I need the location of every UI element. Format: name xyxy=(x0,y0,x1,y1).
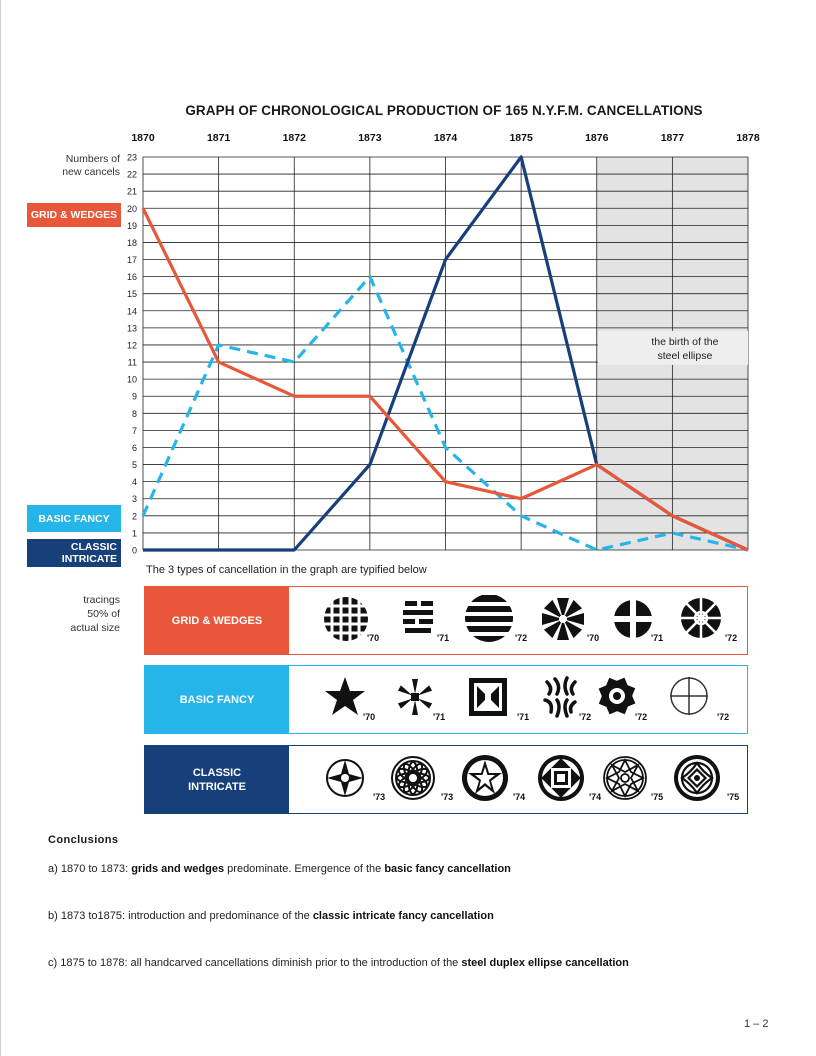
x-tick-label: 1870 xyxy=(131,132,155,144)
y-tick-label: 21 xyxy=(126,186,137,197)
stamp-year: '71 xyxy=(437,633,450,643)
x-tick-label: 1877 xyxy=(660,132,685,144)
row-grid-wedges-samples xyxy=(289,587,747,654)
y-tick-label: 14 xyxy=(126,306,137,317)
stamp-year: '74 xyxy=(589,792,602,802)
y-tick-label: 18 xyxy=(126,237,137,248)
y-tick-label: 16 xyxy=(126,272,137,283)
tracings-note xyxy=(40,593,120,635)
striped-circle-stamp-icon xyxy=(461,595,537,645)
x-tick-label: 1873 xyxy=(358,132,382,144)
conclusion-a-text: a) 1870 to 1873: xyxy=(48,863,132,875)
legend-grid-wedges-label: GRID & WEDGES xyxy=(30,209,118,221)
stamp-year: '72 xyxy=(635,712,648,722)
x-tick-label: 1878 xyxy=(736,132,760,144)
conclusion-a xyxy=(48,863,511,875)
cross-circle-stamp-icon xyxy=(665,674,741,724)
y-tick-label: 8 xyxy=(131,408,137,419)
y-tick-label: 12 xyxy=(126,340,137,351)
row-basic-fancy xyxy=(144,665,748,734)
rosette-stamp-icon xyxy=(389,754,465,804)
starburst-stamp-icon xyxy=(677,595,753,645)
conclusions-title: Conclusions xyxy=(48,834,119,846)
conclusion-c-bold1: steel duplex ellipse cancellation xyxy=(461,957,629,969)
y-tick-label: 11 xyxy=(127,357,137,368)
row-grid-wedges xyxy=(144,586,748,655)
quartered-circle-stamp-icon xyxy=(611,595,687,645)
row-classic-intricate xyxy=(144,745,748,814)
annotation-text-line1: the birth of the xyxy=(651,335,719,348)
nested-squares-stamp-icon xyxy=(533,754,609,804)
y-tick-label: 10 xyxy=(126,374,137,385)
stamp-year: '72 xyxy=(717,712,730,722)
conclusion-a-bold2: basic fancy cancellation xyxy=(384,863,511,875)
grid-stamp-icon xyxy=(319,595,395,645)
y-tick-label: 13 xyxy=(126,323,137,334)
y-tick-label: 15 xyxy=(126,289,137,300)
y-tick-label: 0 xyxy=(131,545,137,556)
stamp-year: '71 xyxy=(651,633,664,643)
tracings-line2: 50% of xyxy=(87,608,120,620)
conclusion-b-text: b) 1873 to1875: introduction and predominance of the xyxy=(48,910,313,922)
x-tick-label: 1875 xyxy=(509,132,533,144)
star-in-circle-stamp-icon xyxy=(459,754,535,804)
wedge-stamp-icon xyxy=(541,595,617,645)
x-tick-label: 1874 xyxy=(433,132,458,144)
conclusion-a-text2: predominate. Emergence of the xyxy=(224,863,385,875)
stamp-year: '73 xyxy=(373,792,386,802)
chart-title: GRAPH OF CHRONOLOGICAL PRODUCTION OF 165 N.Y.F.M. CANCELLATIONS xyxy=(185,103,703,118)
ornate-rosette-stamp-icon xyxy=(671,754,747,804)
stamp-year: '72 xyxy=(725,633,738,643)
tracings-line1: tracings xyxy=(83,594,120,606)
stamp-year: '74 xyxy=(513,792,526,802)
y-tick-label: 3 xyxy=(131,494,137,505)
stamp-year: '73 xyxy=(441,792,454,802)
stamp-year: '71 xyxy=(517,712,530,722)
types-caption: The 3 types of cancellation in the graph are typified below xyxy=(146,564,427,576)
legend-classic-label-line2: INTRICATE xyxy=(61,553,117,565)
y-tick-label: 23 xyxy=(126,152,137,163)
legend-basic-fancy xyxy=(27,505,121,532)
y-tick-label: 17 xyxy=(126,255,137,266)
row-basic-fancy-samples xyxy=(289,666,747,733)
x-tick-label: 1871 xyxy=(206,132,231,144)
legend-classic-intricate xyxy=(27,539,121,567)
y-tick-label: 6 xyxy=(131,442,137,453)
stamp-year: '72 xyxy=(579,712,592,722)
boxed-x-stamp-icon xyxy=(467,674,543,724)
y-tick-label: 22 xyxy=(126,169,137,180)
stamp-year: '72 xyxy=(515,633,528,643)
x-tick-label: 1876 xyxy=(585,132,609,144)
stamp-year: '75 xyxy=(651,792,664,802)
legend-grid-wedges xyxy=(27,203,121,227)
y-tick-label: 5 xyxy=(131,460,137,471)
conclusion-c xyxy=(48,957,629,969)
gear-stamp-icon xyxy=(597,674,673,724)
row-grid-wedges-label: GRID & WEDGES xyxy=(145,587,289,654)
star-stamp-icon xyxy=(325,674,401,724)
conclusion-b-bold1: classic intricate fancy cancellation xyxy=(312,910,494,922)
legend-basic-fancy-label: BASIC FANCY xyxy=(38,512,110,525)
stamp-year: '70 xyxy=(367,633,380,643)
legend-classic-label-line1: CLASSIC xyxy=(70,541,117,553)
y-tick-label: 9 xyxy=(131,391,137,402)
conclusion-b xyxy=(48,910,494,922)
tracings-line3: actual size xyxy=(70,622,120,634)
stamp-year: '70 xyxy=(587,633,600,643)
x-tick-label: 1872 xyxy=(282,132,306,144)
y-axis-label-line1: Numbers of xyxy=(65,153,120,165)
y-axis-label xyxy=(30,153,120,179)
y-tick-label: 2 xyxy=(131,511,137,522)
conclusion-c-text: c) 1875 to 1878: all handcarved cancellations diminish prior to the introduction of the xyxy=(48,957,462,969)
row-classic-intricate-label xyxy=(145,746,289,813)
star-web-stamp-icon xyxy=(601,754,677,804)
pinwheel-stamp-icon xyxy=(397,674,473,724)
row-basic-fancy-label: BASIC FANCY xyxy=(145,666,289,733)
row-classic-label-line2: INTRICATE xyxy=(188,780,246,793)
stamp-year: '75 xyxy=(727,792,740,802)
conclusion-a-bold1: grids and wedges xyxy=(131,863,225,875)
y-tick-label: 19 xyxy=(126,220,137,231)
y-tick-label: 20 xyxy=(126,203,137,214)
annotation-text-line2: steel ellipse xyxy=(657,349,713,362)
stamp-year: '71 xyxy=(433,712,446,722)
y-tick-label: 7 xyxy=(131,425,137,436)
page-number: 1 – 2 xyxy=(744,1018,769,1030)
y-tick-label: 1 xyxy=(131,528,137,539)
row-classic-intricate-samples xyxy=(289,746,747,813)
row-classic-label-line1: CLASSIC xyxy=(192,766,242,779)
stamp-year: '70 xyxy=(363,712,376,722)
y-tick-label: 4 xyxy=(131,477,137,488)
y-axis-label-line2: new cancels xyxy=(62,166,120,178)
